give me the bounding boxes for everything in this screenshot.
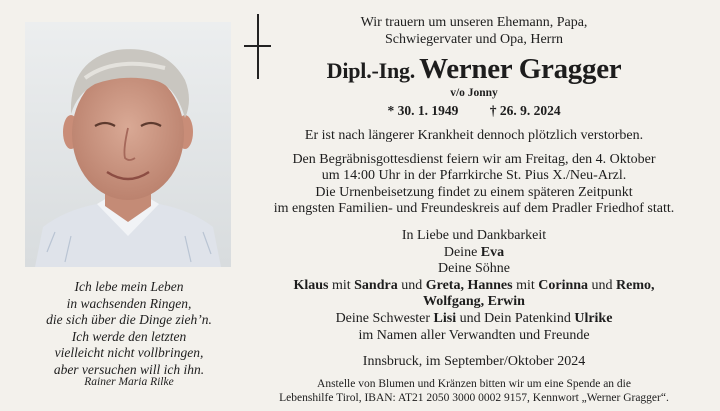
portrait-photo <box>25 22 231 267</box>
wife-prefix: Deine <box>443 244 481 260</box>
portrait-illustration <box>25 22 231 267</box>
intro-text <box>252 15 696 48</box>
place-date: Innsbruck, im September/Oktober 2024 <box>362 354 586 370</box>
sons-heading: Deine Söhne <box>438 261 510 277</box>
connector: und <box>588 277 617 293</box>
poem-line: die sich über die Dinge zieh’n. <box>46 312 212 328</box>
funeral-line: Die Urnenbeisetzung findet zu einem späteren Zeitpunkt <box>315 184 633 200</box>
poem-line: Ich lebe mein Leben <box>74 279 184 294</box>
funeral-info <box>252 152 696 218</box>
poem-line: vielleicht nicht vollbringen, <box>54 345 204 361</box>
relatives-line: im Namen aller Verwandten und Freunde <box>358 327 590 343</box>
life-dates <box>252 102 696 119</box>
son-name: Greta, Hannes <box>425 277 513 293</box>
wife-name: Eva <box>480 244 505 260</box>
academic-title: Dipl.-Ing. <box>326 58 416 83</box>
poem-line: Ich werde den letzten <box>71 328 187 344</box>
donation-line: Lebenshilfe Tirol, IBAN: AT21 2050 3000 0002 9157, Kennwort „Werner Gragger“. <box>279 391 669 404</box>
connector: und <box>397 277 426 293</box>
poem-line: aber versuchen will ich ihn. <box>53 361 205 377</box>
family-list <box>252 228 696 344</box>
funeral-line: Den Begräbnisgottesdienst feiern wir am Freitag, den 4. Oktober <box>292 151 656 167</box>
poem <box>18 279 240 379</box>
donation-line: Anstelle von Blumen und Kränzen bitten wir um eine Spende an die <box>317 377 631 390</box>
deceased-name <box>252 54 696 89</box>
family-heading: In Liebe und Dankbarkeit <box>401 227 547 243</box>
poem-line: in wachsenden Ringen, <box>66 295 192 311</box>
poem-author: Rainer Maria Rilke <box>84 376 174 388</box>
sister-name: Lisi <box>433 310 457 326</box>
birth-date: * 30. 1. 1949 <box>387 103 459 118</box>
intro-line: Schwiegervater und Opa, Herrn <box>384 31 564 47</box>
connector: mit <box>328 277 355 293</box>
connector: mit <box>512 277 539 293</box>
wife-line <box>252 245 696 262</box>
son-name: Klaus <box>293 277 329 293</box>
godchild-name: Ulrike <box>574 310 613 326</box>
partner-name: Sandra <box>354 277 398 293</box>
sister-line <box>252 311 696 328</box>
sister-prefix: Deine Schwester <box>335 310 434 326</box>
full-name: Werner Gragger <box>419 53 622 85</box>
obituary-text <box>252 15 696 405</box>
donation-note <box>252 377 696 405</box>
funeral-line: um 14:00 Uhr in der Pfarrkirche St. Pius X./Neu-Arzl. <box>321 168 627 184</box>
grandchild-name: Remo, <box>616 277 655 293</box>
sons-line <box>252 278 696 295</box>
nickname: v/o Jonny <box>450 87 498 99</box>
death-date: † 26. 9. 2024 <box>489 103 561 118</box>
partner-name: Corinna <box>538 277 589 293</box>
cause-of-death: Er ist nach längerer Krankheit dennoch plötzlich verstorben. <box>304 128 644 143</box>
godchild-prefix: und Dein Patenkind <box>456 310 575 326</box>
intro-line: Wir trauern um unseren Ehemann, Papa, <box>360 15 588 30</box>
funeral-line: im engsten Familien- und Freundeskreis auf dem Pradler Friedhof statt. <box>273 201 675 217</box>
grandchildren-line: Wolfgang, Erwin <box>423 294 525 310</box>
